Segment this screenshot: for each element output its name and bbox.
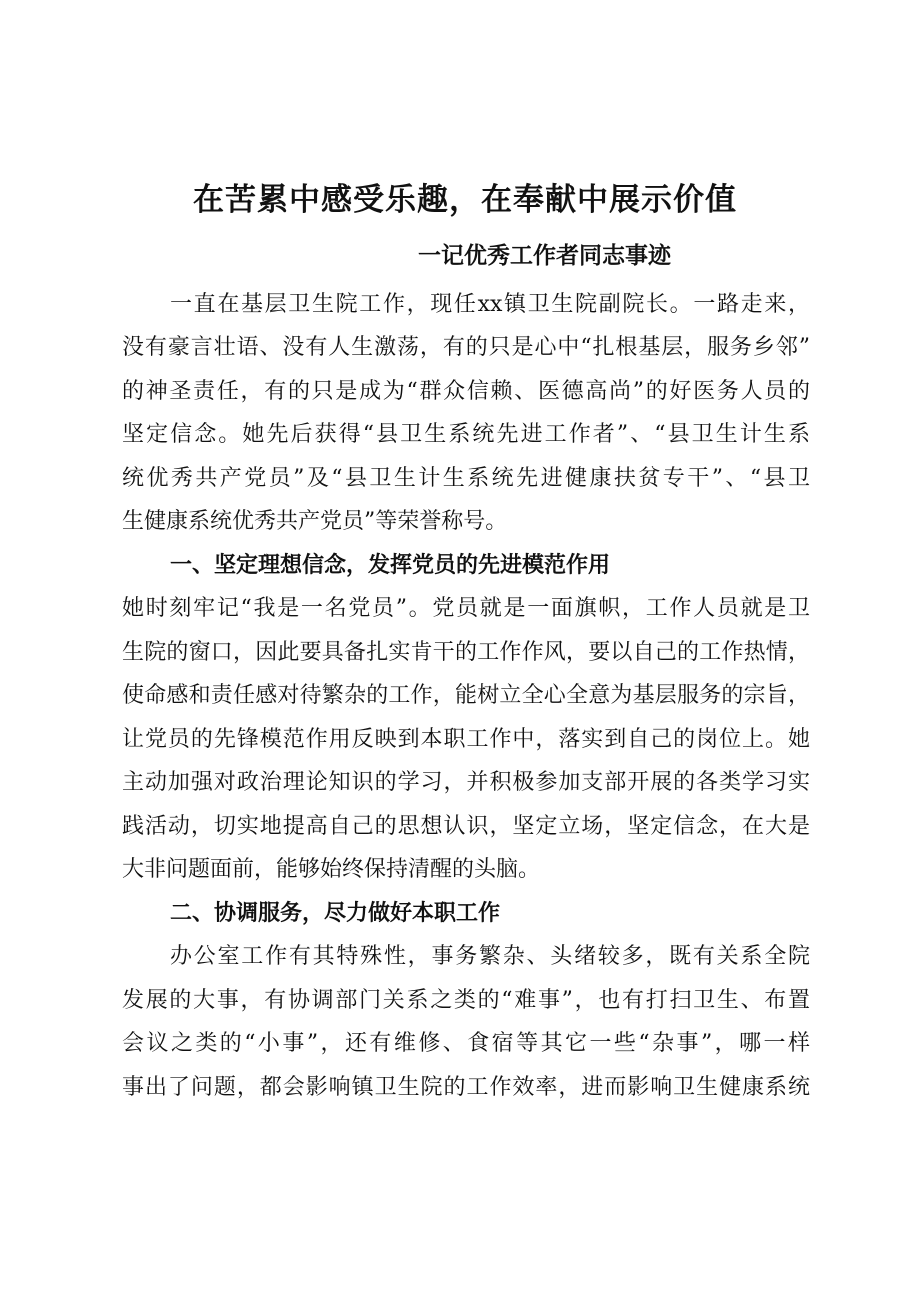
paragraph-line: 办公室工作有其特殊性，事务繁杂、头绪较多，既有关系全院 xyxy=(170,944,810,969)
paragraph-line: 坚定信念。她先后获得“县卫生系统先进工作者”、“县卫生计生系 xyxy=(122,422,810,447)
paragraph-line: 使命感和责任感对待繁杂的工作，能树立全心全意为基层服务的宗旨， xyxy=(122,683,810,708)
section-heading: 二、协调服务，尽力做好本职工作 xyxy=(170,901,501,926)
paragraph-line: 让党员的先锋模范作用反映到本职工作中，落实到自己的岗位上。她 xyxy=(122,727,810,752)
paragraph-line: 生院的窗口，因此要具备扎实肯干的工作作风，要以自己的工作热情， xyxy=(122,640,810,665)
paragraph-line: 生健康系统优秀共产党员”等荣誉称号。 xyxy=(122,509,508,534)
paragraph-line: 没有豪言壮语、没有人生激荡，有的只是心中“扎根基层，服务乡邻” xyxy=(122,335,810,360)
paragraph-line: 大非问题面前，能够始终保持清醒的头脑。 xyxy=(122,857,541,882)
paragraph-line: 践活动，切实地提高自己的思想认识，坚定立场，坚定信念，在大是 xyxy=(122,814,810,839)
paragraph-line: 她时刻牢记“我是一名党员”。党员就是一面旗帜，工作人员就是卫 xyxy=(122,596,810,621)
paragraph-line: 统优秀共产党员”及“县卫生计生系统先进健康扶贫专干”、“县卫 xyxy=(122,466,810,491)
paragraph-line: 事出了问题，都会影响镇卫生院的工作效率，进而影响卫生健康系统 xyxy=(122,1075,810,1100)
paragraph-line: 会议之类的“小事”，还有维修、食宿等其它一些“杂事”，哪一样 xyxy=(122,1031,810,1056)
paragraph-line: 的神圣责任，有的只是成为“群众信赖、医德高尚”的好医务人员的 xyxy=(122,379,810,404)
paragraph-line: 一直在基层卫生院工作，现任xx镇卫生院副院长。一路走来， xyxy=(170,292,810,317)
paragraph-line: 发展的大事，有协调部门关系之类的“难事”，也有打扫卫生、布置 xyxy=(122,988,810,1013)
document-title: 在苦累中感受乐趣，在奉献中展示价值 xyxy=(193,182,737,218)
section-heading: 一、坚定理想信念，发挥党员的先进模范作用 xyxy=(170,553,611,578)
paragraph-line: 主动加强对政治理论知识的学习，并积极参加支部开展的各类学习实 xyxy=(122,770,810,795)
document-subtitle: 一记优秀工作者同志事迹 xyxy=(418,243,671,269)
